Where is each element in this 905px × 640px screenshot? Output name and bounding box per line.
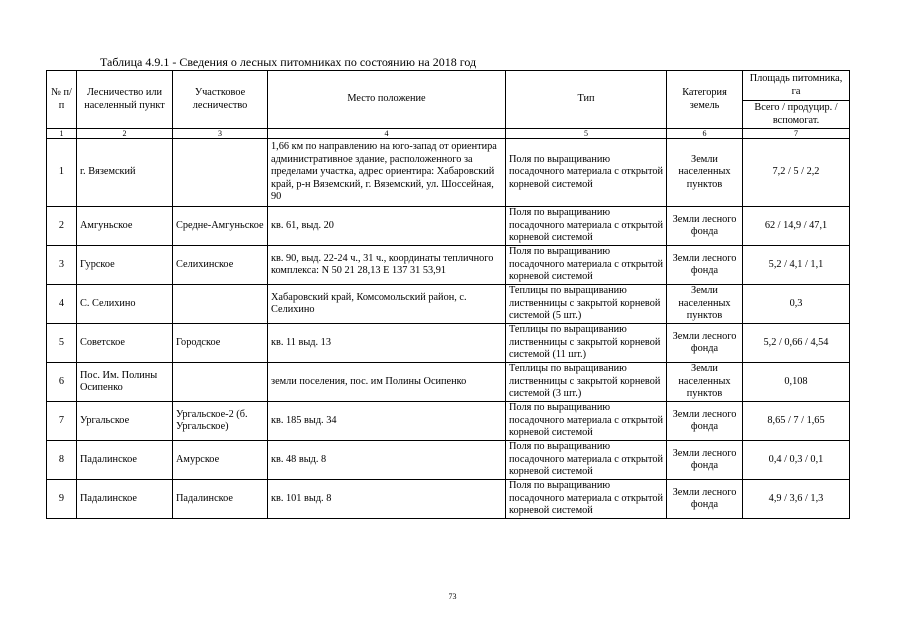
header-row (47, 71, 850, 101)
nursery-table (46, 70, 850, 519)
table-row (47, 441, 850, 480)
cell-forestry: Советское (77, 324, 173, 363)
cell-location: кв. 11 выд. 13 (268, 324, 506, 363)
cell-type: Теплицы по выращиванию лиственницы с закрытой корневой системой (11 шт.) (506, 324, 667, 363)
cell-forestry: г. Вяземский (77, 139, 173, 207)
cell-area: 62 / 14,9 / 47,1 (743, 207, 850, 246)
cell-location: Хабаровский край, Комсомольский район, с. Селихино (268, 285, 506, 324)
header-num: № п/п (47, 71, 77, 129)
cell-location: земли поселения, пос. им Полины Осипенко (268, 363, 506, 402)
header-location: Место положение (268, 71, 506, 129)
cell-location: кв. 185 выд. 34 (268, 402, 506, 441)
cell-category: Земли лесного фонда (667, 207, 743, 246)
cell-category: Земли лесного фонда (667, 480, 743, 519)
cell-location: кв. 61, выд. 20 (268, 207, 506, 246)
cell-num: 3 (47, 246, 77, 285)
cell-category: Земли лесного фонда (667, 324, 743, 363)
cell-area: 8,65 / 7 / 1,65 (743, 402, 850, 441)
table-row (47, 363, 850, 402)
cell-forestry: Амгуньское (77, 207, 173, 246)
cell-forestry: Гурское (77, 246, 173, 285)
cell-category: Земли населенных пунктов (667, 139, 743, 207)
cell-category: Земли лесного фонда (667, 246, 743, 285)
column-number: 1 (47, 129, 77, 139)
cell-location: кв. 101 выд. 8 (268, 480, 506, 519)
cell-num: 9 (47, 480, 77, 519)
cell-type: Поля по выращиванию посадочного материала с открытой корневой системой (506, 441, 667, 480)
header-district: Участковое лесничество (173, 71, 268, 129)
cell-district (173, 139, 268, 207)
header-category: Категория земель (667, 71, 743, 129)
cell-area: 4,9 / 3,6 / 1,3 (743, 480, 850, 519)
cell-district (173, 285, 268, 324)
cell-num: 6 (47, 363, 77, 402)
cell-forestry: Падалинское (77, 441, 173, 480)
cell-area: 5,2 / 0,66 / 4,54 (743, 324, 850, 363)
cell-district: Амурское (173, 441, 268, 480)
cell-num: 4 (47, 285, 77, 324)
header-area: Площадь питомника, га (743, 71, 850, 101)
table-row (47, 324, 850, 363)
cell-district (173, 363, 268, 402)
cell-type: Поля по выращиванию посадочного материала с открытой корневой системой (506, 480, 667, 519)
cell-location: 1,66 км по направлению на юго-запад от ориентира административное здание, расположенного за пределами участка, адрес ориентира: Хабаровский край, р-н Вяземский, г. Вяземский, ул. Шоссейная, 90 (268, 139, 506, 207)
table-row (47, 402, 850, 441)
cell-type: Поля по выращиванию посадочного материала с открытой корневой системой (506, 246, 667, 285)
cell-category: Земли населенных пунктов (667, 363, 743, 402)
cell-area: 7,2 / 5 / 2,2 (743, 139, 850, 207)
table-caption: Таблица 4.9.1 - Сведения о лесных питомниках по состоянию на 2018 год (100, 55, 477, 69)
cell-type: Теплицы по выращиванию лиственницы с закрытой корневой системой (5 шт.) (506, 285, 667, 324)
column-number: 2 (77, 129, 173, 139)
table-row (47, 139, 850, 207)
cell-forestry: Пос. Им. Полины Осипенко (77, 363, 173, 402)
cell-type: Поля по выращиванию посадочного материала с открытой корневой системой (506, 207, 667, 246)
cell-district: Падалинское (173, 480, 268, 519)
cell-forestry: Падалинское (77, 480, 173, 519)
table-row (47, 246, 850, 285)
cell-category: Земли населенных пунктов (667, 285, 743, 324)
column-number: 6 (667, 129, 743, 139)
cell-category: Земли лесного фонда (667, 441, 743, 480)
cell-forestry: Ургальское (77, 402, 173, 441)
cell-district: Ургальское-2 (б. Ургальское) (173, 402, 268, 441)
cell-num: 2 (47, 207, 77, 246)
table-row (47, 207, 850, 246)
page-number: 73 (448, 592, 457, 601)
cell-area: 0,4 / 0,3 / 0,1 (743, 441, 850, 480)
header-forestry: Лесничество или населенный пункт (77, 71, 173, 129)
cell-type: Теплицы по выращиванию лиственницы с закрытой корневой системой (3 шт.) (506, 363, 667, 402)
cell-num: 5 (47, 324, 77, 363)
cell-num: 8 (47, 441, 77, 480)
cell-area: 0,108 (743, 363, 850, 402)
header-type: Тип (506, 71, 667, 129)
cell-num: 1 (47, 139, 77, 207)
cell-num: 7 (47, 402, 77, 441)
header-area-sub: Всего / продуцир. / вспомогат. (743, 101, 850, 129)
cell-category: Земли лесного фонда (667, 402, 743, 441)
cell-area: 5,2 / 4,1 / 1,1 (743, 246, 850, 285)
column-number: 4 (268, 129, 506, 139)
cell-type: Поля по выращиванию посадочного материала с открытой корневой системой (506, 139, 667, 207)
cell-location: кв. 48 выд. 8 (268, 441, 506, 480)
column-number: 7 (743, 129, 850, 139)
column-number-row (47, 129, 850, 139)
cell-type: Поля по выращиванию посадочного материала с открытой корневой системой (506, 402, 667, 441)
column-number: 5 (506, 129, 667, 139)
table-row (47, 480, 850, 519)
table-row (47, 285, 850, 324)
cell-district: Городское (173, 324, 268, 363)
cell-area: 0,3 (743, 285, 850, 324)
cell-district: Средне-Амгуньское (173, 207, 268, 246)
column-number: 3 (173, 129, 268, 139)
cell-district: Селихинское (173, 246, 268, 285)
cell-location: кв. 90, выд. 22-24 ч., 31 ч., координаты тепличного комплекса: N 50 21 28,13 E 137 31 53,91 (268, 246, 506, 285)
cell-forestry: С. Селихино (77, 285, 173, 324)
